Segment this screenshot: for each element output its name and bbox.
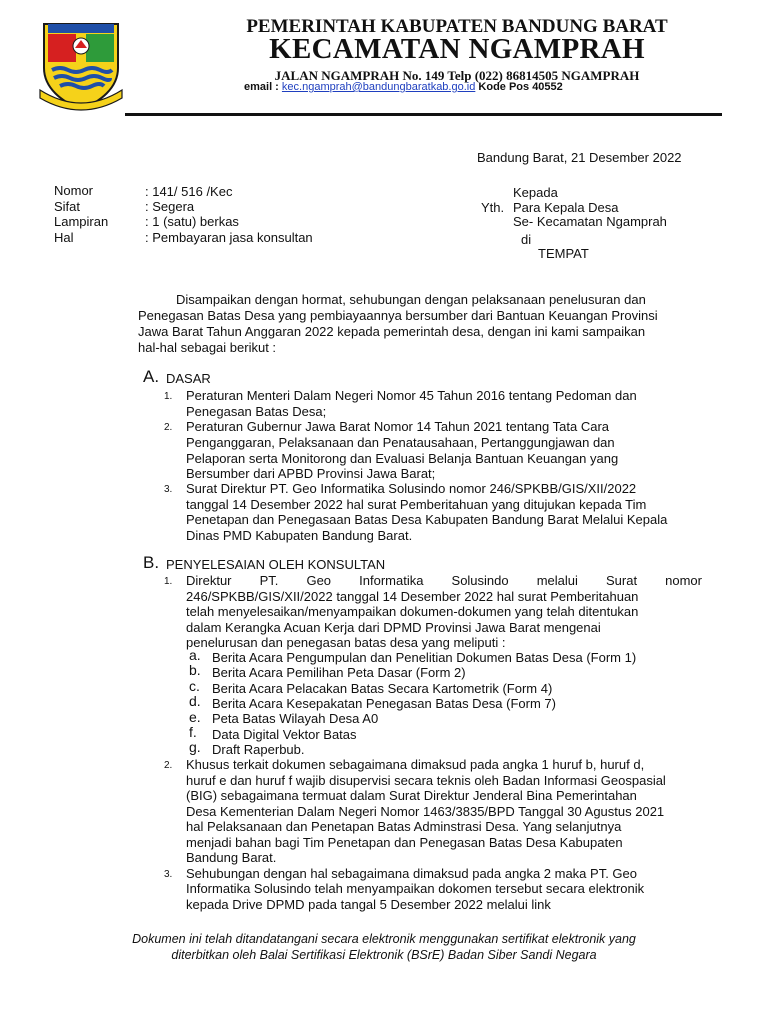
section-b-item-2-line-5: hal Pelaksanaan dan Penetapan Batas Adminstrasi Desa. Yang selanjutnya [186,819,622,834]
field-label-lampiran: Lampiran [54,214,109,229]
section-b-letter: B. [143,553,160,572]
intro-line-4: hal-hal sebagai berikut : [138,340,277,355]
section-a-item-1-line-2: Penegasan Batas Desa; [186,404,327,419]
section-b-item-2-line-1: Khusus terkait dokumen sebagaimana dimaksud pada angka 1 huruf b, huruf d, [186,757,645,772]
sub-item-c-letter: c. [189,678,200,694]
section-a-item-2-line-3: Pelaporan serta Monitorong dan Evaluasi Belanja Bantuan Keuangan yang [186,451,619,466]
section-a-item-3-line-4: Dinas PMD Kabupaten Bandung Barat. [186,528,413,543]
section-a-item-2-line-2: Penganggaran, Pelaksanaan dan Penatausahaan, Pertanggungjawan dan [186,435,615,450]
section-b-item-2-line-6: menjadi bahan bagi Tim Penetapan dan Penegasan Batas Desa Kabupaten [186,835,623,850]
office-address: JALAN NGAMPRAH No. 149 Telp (022) 86814505 NGAMPRAH [274,68,640,83]
section-b-item-3-line-2: Informatika Solusindo telah menyampaikan dokomen tersebut secara elektronik [186,881,645,896]
section-b-item-2-line-2: huruf e dan huruf f wajib disupervisi secara teknis oleh Badan Informasi Geospasial [186,773,666,788]
section-b-item-3-number: 3. [164,869,173,880]
section-a-item-3-line-1: Surat Direktur PT. Geo Informatika Solusindo nomor 246/SPKBB/GIS/XII/2022 [186,481,637,496]
section-b-item-2-line-7: Bandung Barat. [186,850,277,865]
sub-item-g-letter: g. [189,739,201,755]
recipient-tempat: TEMPAT [538,246,589,261]
recipient-line-1: Para Kepala Desa [513,200,619,215]
section-b-item-1-line-2: 246/SPKBB/GIS/XII/2022 tanggal 14 Desember 2022 hal surat Pemberitahuan [186,589,639,604]
section-b-item-1-line-3: telah menyelesaikan/menyampaikan dokumen-dokumen yang telah ditentukan [186,604,639,619]
field-label-hal: Hal [54,230,74,245]
regency-emblem-logo [38,16,124,112]
sub-item-g-text: Draft Raperbub. [212,742,305,757]
section-a-item-3-number: 3. [164,484,173,495]
sub-item-d-text: Berita Acara Kesepakatan Penegasan Batas Desa (Form 7) [212,696,556,711]
government-heading: PEMERINTAH KABUPATEN BANDUNG BARAT [246,16,668,37]
field-value-sifat: : Segera [145,199,195,214]
section-b-title: PENYELESAIAN OLEH KONSULTAN [166,557,386,572]
sub-item-a-text: Berita Acara Pengumpulan dan Penelitian Dokumen Batas Desa (Form 1) [212,650,637,665]
field-value-nomor: : 141/ 516 /Kec [145,184,233,199]
intro-line-3: Jawa Barat Tahun Anggaran 2022 kepada pemerintah desa, dengan ini kami sampaikan [138,324,646,339]
sub-item-d-letter: d. [189,693,201,709]
section-b-item-2-line-4: Desa Kementerian Dalam Negeri Nomor 1463/3835/BPD Tanggal 30 Agustus 2021 [186,804,665,819]
field-label-sifat: Sifat [54,199,81,214]
footer-signature-note-line-1: Dokumen ini telah ditandatangani secara elektronik menggunakan sertifikat elektronik yang [132,932,636,946]
sub-item-e-letter: e. [189,709,201,725]
section-a-item-2-line-4: Bersumber dari APBD Provinsi Jawa Barat; [186,466,436,481]
section-b-item-1-number: 1. [164,576,173,587]
field-label-nomor: Nomor [54,183,94,198]
sub-item-c-text: Berita Acara Pelacakan Batas Secara Kartometrik (Form 4) [212,681,553,696]
footer-signature-note-line-2: diterbitkan oleh Balai Sertifikasi Elektronik (BSrE) Badan Siber Sandi Negara [171,948,597,962]
letter-date: Bandung Barat, 21 Desember 2022 [477,150,682,165]
recipient-di: di [521,232,532,247]
sub-item-f-letter: f. [189,724,197,740]
sub-item-f-text: Data Digital Vektor Batas [212,727,357,742]
section-a-letter: A. [143,367,160,386]
section-b-item-3-line-1: Sehubungan dengan hal sebagaimana dimaksud pada angka 2 maka PT. Geo [186,866,637,881]
section-b-item-1-line-5: penelurusan dan penegasan batas desa yang meliputi : [186,635,506,650]
recipient-line-2: Se- Kecamatan Ngamprah [513,214,667,229]
sub-item-b-text: Berita Acara Pemilihan Peta Dasar (Form 2) [212,665,466,680]
email-link[interactable]: kec.ngamprah@bandungbaratkab.go.id [281,81,476,93]
section-b-item-3-line-3: kepada Drive DPMD pada tangal 5 Desember 2022 melalui link [186,897,551,912]
section-a-item-3-line-2: tanggal 14 Desember 2022 hal surat Pemberitahuan yang ditujukan kepada Tim [186,497,647,512]
sub-item-a-letter: a. [189,647,201,663]
section-a-title: DASAR [166,371,211,386]
letterhead-divider [125,113,722,116]
kecamatan-heading: KECAMATAN NGAMPRAH [269,33,645,65]
section-b-item-2-line-3: (BIG) sebagaimana termuat dalam Surat Direktur Jenderal Bina Pemerintahan [186,788,637,803]
email-line [244,81,563,93]
section-b-item-1-line-4: dalam Kerangka Acuan Kerja dari DPMD Provinsi Jawa Barat mengenai [186,620,601,635]
section-b-item-2-number: 2. [164,760,173,771]
section-a-item-2-line-1: Peraturan Gubernur Jawa Barat Nomor 14 Tahun 2021 tentang Tata Cara [186,419,610,434]
recipient-yth: Yth. [481,200,505,215]
section-a-item-2-number: 2. [164,422,173,433]
recipient-kepada: Kepada [513,185,558,200]
intro-line-2: Penegasan Batas Desa yang pembiayaannya bersumber dari Bantuan Keuangan Provinsi [138,308,658,323]
section-b-item-1-line-1: Direktur PT. Geo Informatika Solusindo melalui Surat nomor [186,573,702,588]
intro-line-1: Disampaikan dengan hormat, sehubungan dengan pelaksanaan penelusuran dan [176,292,646,307]
sub-item-e-text: Peta Batas Wilayah Desa A0 [212,711,379,726]
field-value-hal: : Pembayaran jasa konsultan [145,230,313,245]
section-a-item-3-line-3: Penetapan dan Penegasaan Batas Desa Kabupaten Bandung Barat Melalui Kepala [186,512,668,527]
section-a-item-1-line-1: Peraturan Menteri Dalam Negeri Nomor 45 Tahun 2016 tentang Pedoman dan [186,388,637,403]
postal-code: Kode Pos 40552 [478,81,563,93]
sub-item-b-letter: b. [189,662,201,678]
field-value-lampiran: : 1 (satu) berkas [145,214,239,229]
email-label: email : [244,81,279,93]
section-a-item-1-number: 1. [164,391,173,402]
